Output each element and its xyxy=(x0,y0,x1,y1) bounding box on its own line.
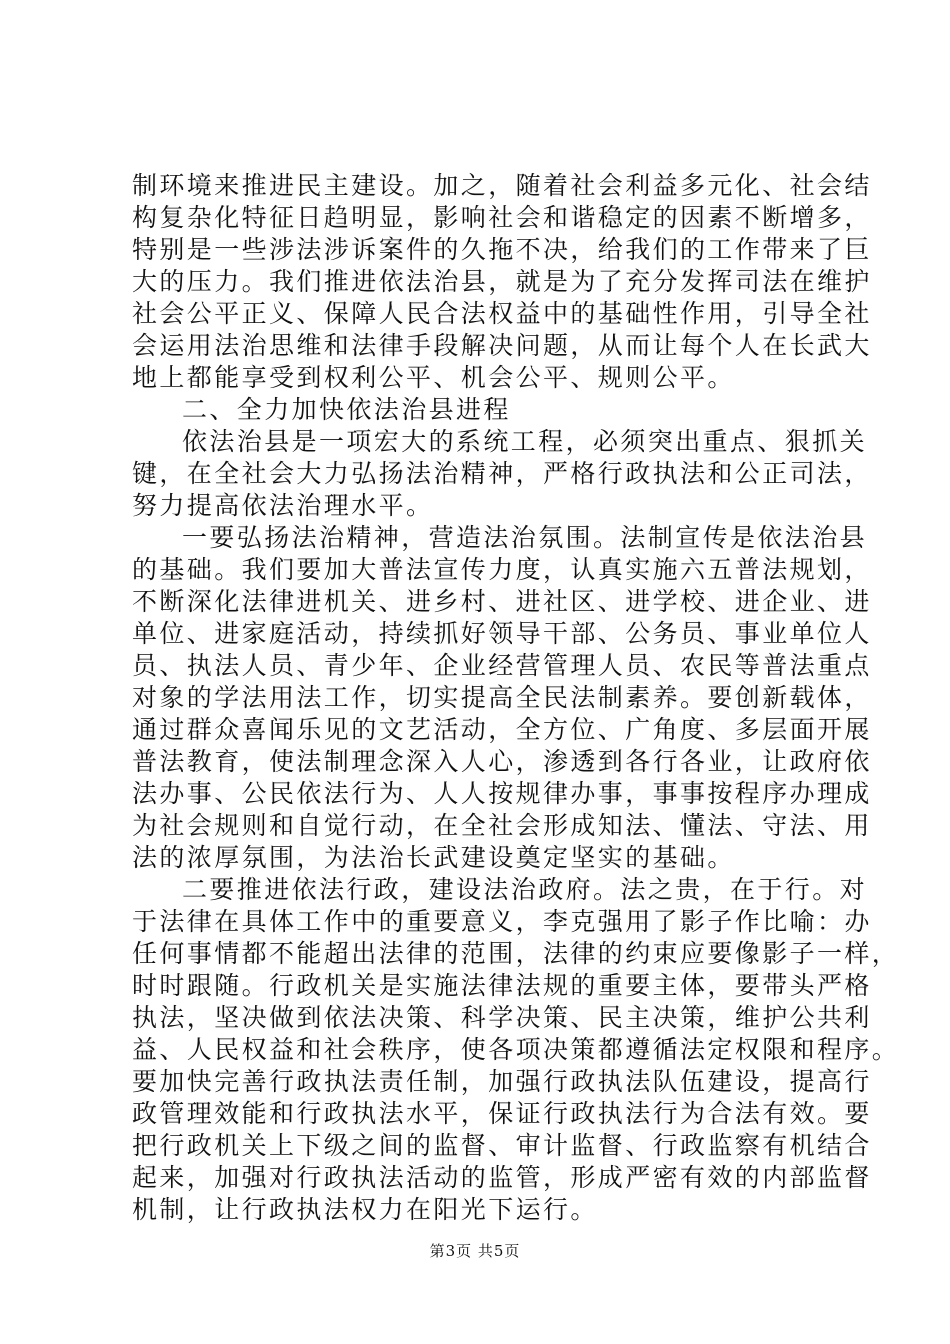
text-line: 把行政机关上下级之间的监督、审计监督、行政监察有机结合 xyxy=(132,1131,872,1160)
text-line: 于法律在具体工作中的重要意义，李克强用了影子作比喻：办 xyxy=(132,907,872,936)
text-line: 益、人民权益和社会秩序，使各项决策都遵循法定权限和程序。 xyxy=(132,1035,900,1064)
text-line: 要加快完善行政执法责任制，加强行政执法队伍建设，提高行 xyxy=(132,1067,872,1096)
text-line: 依法治县是一项宏大的系统工程，必须突出重点、狠抓关 xyxy=(182,427,868,456)
text-line: 一要弘扬法治精神，营造法治氛围。法制宣传是依法治县 xyxy=(182,523,868,552)
text-line: 键，在全社会大力弘扬法治精神，严格行政执法和公正司法， xyxy=(132,459,872,488)
text-line: 构复杂化特征日趋明显，影响社会和谐稳定的因素不断增多， xyxy=(132,203,872,232)
text-line: 不断深化法律进机关、进乡村、进社区、进学校、进企业、进 xyxy=(132,587,872,616)
text-line: 单位、进家庭活动，持续抓好领导干部、公务员、事业单位人 xyxy=(132,619,872,648)
section-heading: 二、全力加快依法治县进程 xyxy=(182,395,511,424)
text-line: 地上都能享受到权利公平、机会公平、规则公平。 xyxy=(132,363,735,392)
text-line: 通过群众喜闻乐见的文艺活动，全方位、广角度、多层面开展 xyxy=(132,715,872,744)
text-line: 员、执法人员、青少年、企业经营管理人员、农民等普法重点 xyxy=(132,651,872,680)
page-footer: 第3页 共5页 xyxy=(429,1242,521,1260)
text-line: 普法教育，使法制理念深入人心，渗透到各行各业，让政府依 xyxy=(132,747,872,776)
text-line: 为社会规则和自觉行动，在全社会形成知法、懂法、守法、用 xyxy=(132,811,872,840)
text-line: 政管理效能和行政执法水平，保证行政执法行为合法有效。要 xyxy=(132,1099,872,1128)
text-line: 时时跟随。行政机关是实施法律法规的重要主体，要带头严格 xyxy=(132,971,872,1000)
text-line: 执法，坚决做到依法决策、科学决策、民主决策，维护公共利 xyxy=(132,1003,872,1032)
text-line: 法办事、公民依法行为、人人按规律办事，事事按程序办理成 xyxy=(132,779,872,808)
text-line: 大的压力。我们推进依法治县，就是为了充分发挥司法在维护 xyxy=(132,267,872,296)
text-line: 努力提高依法治理水平。 xyxy=(132,491,434,520)
text-line: 机制，让行政执法权力在阳光下运行。 xyxy=(132,1195,598,1224)
text-line: 特别是一些涉法涉诉案件的久拖不决，给我们的工作带来了巨 xyxy=(132,235,872,264)
text-line: 法的浓厚氛围，为法治长武建设奠定坚实的基础。 xyxy=(132,843,735,872)
text-line: 任何事情都不能超出法律的范围，法律的约束应要像影子一样， xyxy=(132,939,900,968)
text-line: 二要推进依法行政，建设法治政府。法之贵，在于行。对 xyxy=(182,875,868,904)
text-line: 的基础。我们要加大普法宣传力度，认真实施六五普法规划， xyxy=(132,555,872,584)
text-line: 起来，加强对行政执法活动的监管，形成严密有效的内部监督 xyxy=(132,1163,872,1192)
text-line: 会运用法治思维和法律手段解决问题，从而让每个人在长武大 xyxy=(132,331,872,360)
text-line: 对象的学法用法工作，切实提高全民法制素养。要创新载体， xyxy=(132,683,872,712)
text-line: 制环境来推进民主建设。加之，随着社会利益多元化、社会结 xyxy=(132,171,872,200)
text-line: 社会公平正义、保障人民合法权益中的基础性作用，引导全社 xyxy=(132,299,872,328)
